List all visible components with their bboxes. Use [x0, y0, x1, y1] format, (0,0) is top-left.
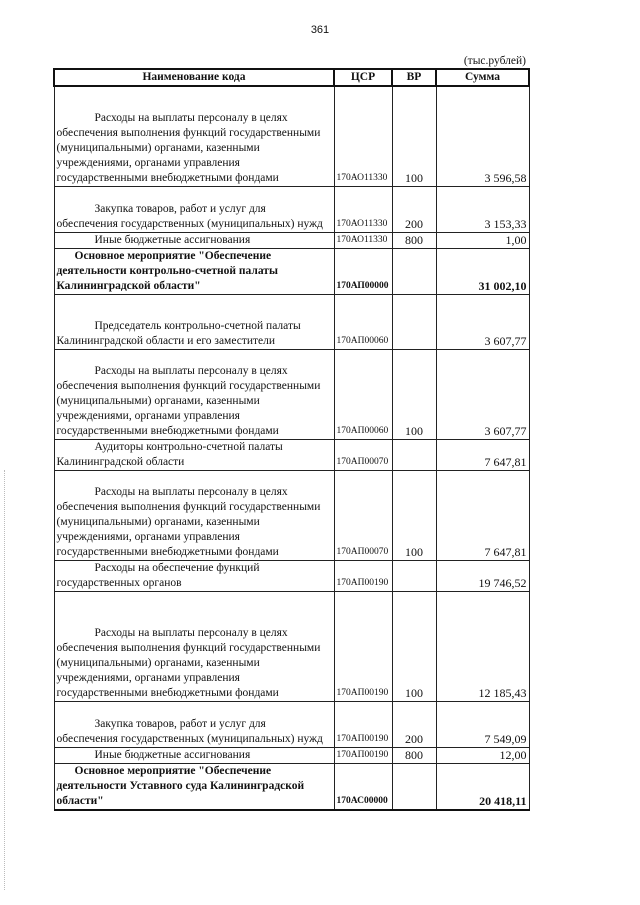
table-row: [54, 560, 529, 591]
table-row: [54, 591, 529, 701]
cell-name: Председатель контрольно-счетной палаты Калининградской области и его заместители: [54, 294, 334, 349]
cell-csr: 170АП00190: [334, 701, 392, 747]
cell-sum: 3 607,77: [436, 349, 529, 439]
cell-sum: 7 647,81: [436, 470, 529, 560]
header-name: Наименование кода: [54, 69, 334, 86]
cell-name: Расходы на выплаты персоналу в целях обеспечения выполнения функций государственными (муниципальными) органами, казенными учреждениями, органами управления государственными внебюджетными фондами: [54, 470, 334, 560]
cell-vr: 100: [392, 349, 436, 439]
table-row: [54, 701, 529, 747]
table-body: [54, 86, 529, 810]
cell-vr: [392, 439, 436, 470]
cell-vr: 800: [392, 747, 436, 763]
cell-csr: 170АП00190: [334, 560, 392, 591]
cell-name: Основное мероприятие "Обеспечение деятельности контрольно-счетной палаты Калининградской области": [54, 248, 334, 294]
header-vr: ВР: [392, 69, 436, 86]
cell-csr: 170АП00000: [334, 248, 392, 294]
cell-vr: [392, 248, 436, 294]
cell-sum: 12 185,43: [436, 591, 529, 701]
cell-vr: [392, 763, 436, 810]
cell-name: Аудиторы контрольно-счетной палаты Калининградской области: [54, 439, 334, 470]
table-row: [54, 763, 529, 810]
table-row: [54, 470, 529, 560]
cell-name: Расходы на выплаты персоналу в целях обеспечения выполнения функций государственными (муниципальными) органами, казенными учреждениями, органами управления государственными внебюджетными фондами: [54, 349, 334, 439]
table-row: [54, 294, 529, 349]
cell-name: Закупка товаров, работ и услуг для обеспечения государственных (муниципальных) нужд: [54, 186, 334, 232]
cell-csr: 170АО11330: [334, 186, 392, 232]
cell-sum: 12,00: [436, 747, 529, 763]
cell-csr: 170АП00070: [334, 470, 392, 560]
cell-csr: 170АО11330: [334, 86, 392, 186]
budget-table: [53, 68, 530, 811]
cell-name: Расходы на выплаты персоналу в целях обеспечения выполнения функций государственными (муниципальными) органами, казенными учреждениями, органами управления государственными внебюджетными фондами: [54, 591, 334, 701]
scan-edge-marks: [4, 470, 6, 890]
cell-name: Иные бюджетные ассигнования: [54, 232, 334, 248]
cell-vr: 200: [392, 186, 436, 232]
cell-vr: 100: [392, 86, 436, 186]
cell-vr: 800: [392, 232, 436, 248]
cell-csr: 170АП00190: [334, 747, 392, 763]
cell-sum: 19 746,52: [436, 560, 529, 591]
cell-sum: 31 002,10: [436, 248, 529, 294]
cell-vr: 200: [392, 701, 436, 747]
page-number: 361: [310, 24, 330, 36]
cell-csr: 170АП00060: [334, 294, 392, 349]
table-row: [54, 186, 529, 232]
table-row: [54, 86, 529, 186]
cell-name: Расходы на обеспечение функций государственных органов: [54, 560, 334, 591]
table-row: [54, 349, 529, 439]
header-sum: Сумма: [436, 69, 529, 86]
cell-name: Расходы на выплаты персоналу в целях обеспечения выполнения функций государственными (муниципальными) органами, казенными учреждениями, органами управления государственными внебюджетными фондами: [54, 86, 334, 186]
table-row: [54, 439, 529, 470]
cell-name: Иные бюджетные ассигнования: [54, 747, 334, 763]
unit-label: (тыс.рублей): [463, 55, 526, 67]
cell-csr: 170АС00000: [334, 763, 392, 810]
cell-vr: [392, 560, 436, 591]
cell-sum: 3 153,33: [436, 186, 529, 232]
cell-csr: 170АО11330: [334, 232, 392, 248]
cell-sum: 20 418,11: [436, 763, 529, 810]
cell-name: Основное мероприятие "Обеспечение деятельности Уставного суда Калининградской области": [54, 763, 334, 810]
cell-sum: 7 647,81: [436, 439, 529, 470]
cell-csr: 170АП00060: [334, 349, 392, 439]
cell-sum: 1,00: [436, 232, 529, 248]
cell-sum: 7 549,09: [436, 701, 529, 747]
table-row: [54, 747, 529, 763]
cell-sum: 3 607,77: [436, 294, 529, 349]
cell-vr: 100: [392, 470, 436, 560]
cell-csr: 170АП00070: [334, 439, 392, 470]
table-row: [54, 232, 529, 248]
table-row: [54, 248, 529, 294]
cell-name: Закупка товаров, работ и услуг для обеспечения государственных (муниципальных) нужд: [54, 701, 334, 747]
cell-sum: 3 596,58: [436, 86, 529, 186]
table-header-row: [54, 69, 529, 86]
cell-vr: [392, 294, 436, 349]
header-csr: ЦСР: [334, 69, 392, 86]
cell-csr: 170АП00190: [334, 591, 392, 701]
cell-vr: 100: [392, 591, 436, 701]
